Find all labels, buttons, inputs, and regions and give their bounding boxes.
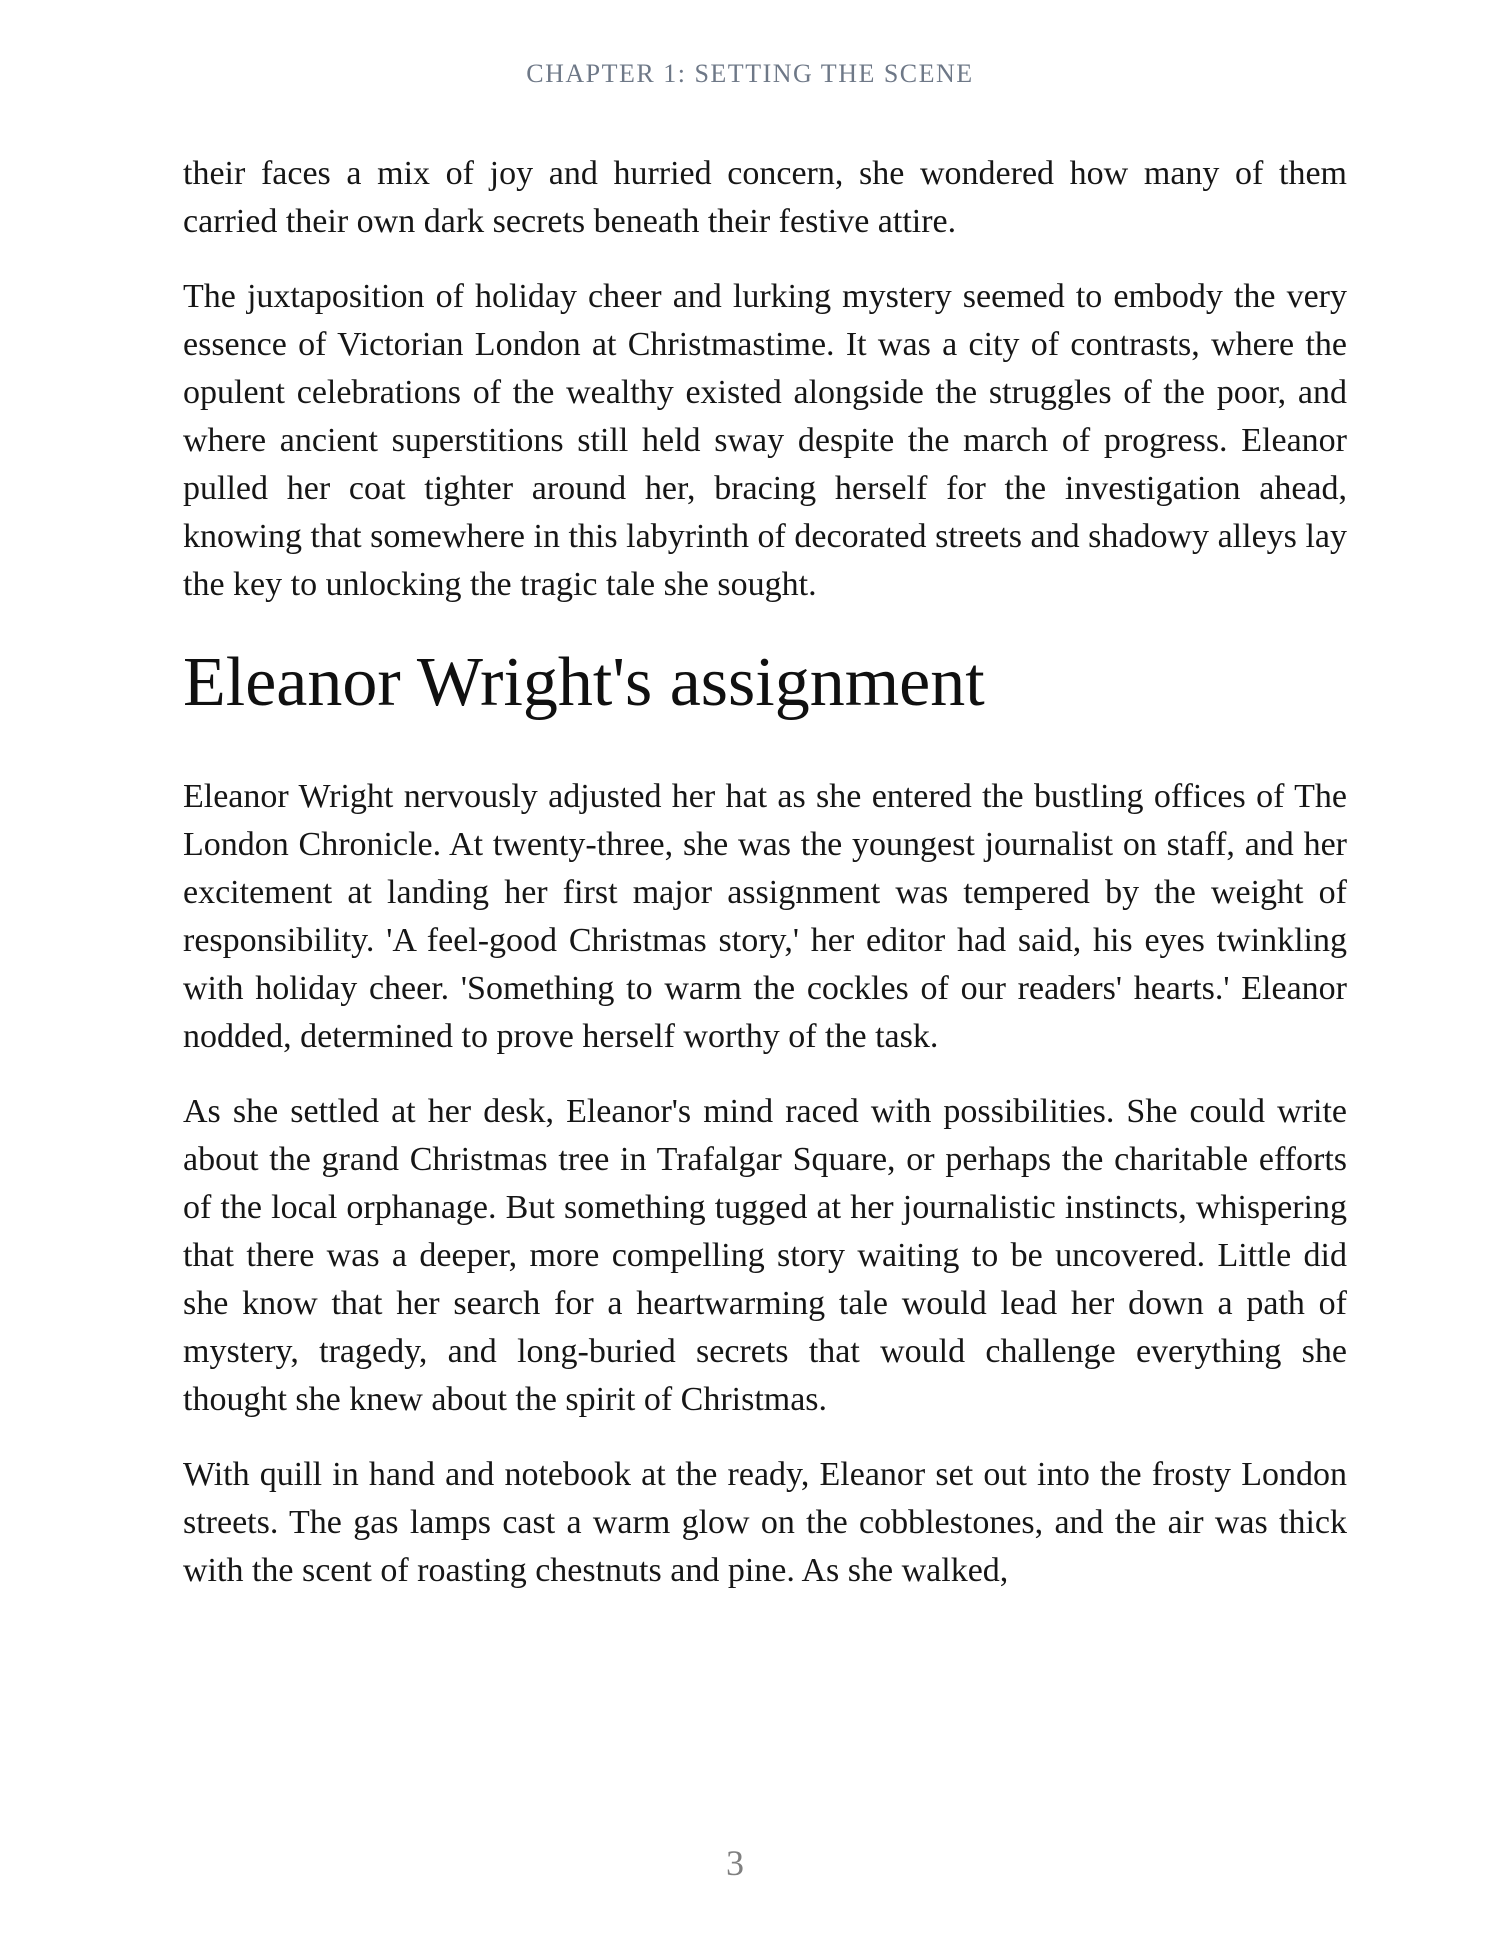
paragraph: As she settled at her desk, Eleanor's mind raced with possibilities. She could write about the grand Christmas tree in Trafalgar Square, or perhaps the charitable efforts of the local orphanage. But something tugged at her journalistic instincts, whispering that there was a deeper, more compelling story waiting to be uncovered. Little did she know that her search for a heartwarming tale would lead her down a path of mystery, tragedy, and long-buried secrets that would challenge everything she thought she knew about the spirit of Christmas. (183, 1093, 1347, 1418)
paragraph: Eleanor Wright nervously adjusted her hat as she entered the bustling offices of The London Chronicle. At twenty-three, she was the youngest journalist on staff, and her excitement at landing her first major assignment was tempered by the weight of responsibility. 'A feel-good Christmas story,' her editor had said, his eyes twinkling with holiday cheer. 'Something to warm the cockles of our readers' hearts.' Eleanor nodded, determined to prove herself worthy of the task. (183, 778, 1347, 1055)
chapter-running-head: CHAPTER 1: SETTING THE SCENE (526, 59, 974, 88)
section-heading: Eleanor Wright's assignment (183, 644, 985, 721)
paragraph-continuation: their faces a mix of joy and hurried concern, she wondered how many of them carried their own dark secrets beneath their festive attire. (183, 155, 1347, 240)
page-number: 3 (726, 1843, 744, 1883)
paragraph: With quill in hand and notebook at the ready, Eleanor set out into the frosty London streets. The gas lamps cast a warm glow on the cobblestones, and the air was thick with the scent of roasting chestnuts and pine. As she walked, (183, 1456, 1347, 1589)
page-body (183, 150, 1347, 1595)
paragraph: The juxtaposition of holiday cheer and lurking mystery seemed to embody the very essence of Victorian London at Christmastime. It was a city of contrasts, where the opulent celebrations of the wealthy existed alongside the struggles of the poor, and where ancient superstitions still held sway despite the march of progress. Eleanor pulled her coat tighter around her, bracing herself for the investigation ahead, knowing that somewhere in this labyrinth of decorated streets and shadowy alleys lay the key to unlocking the tragic tale she sought. (183, 278, 1347, 603)
